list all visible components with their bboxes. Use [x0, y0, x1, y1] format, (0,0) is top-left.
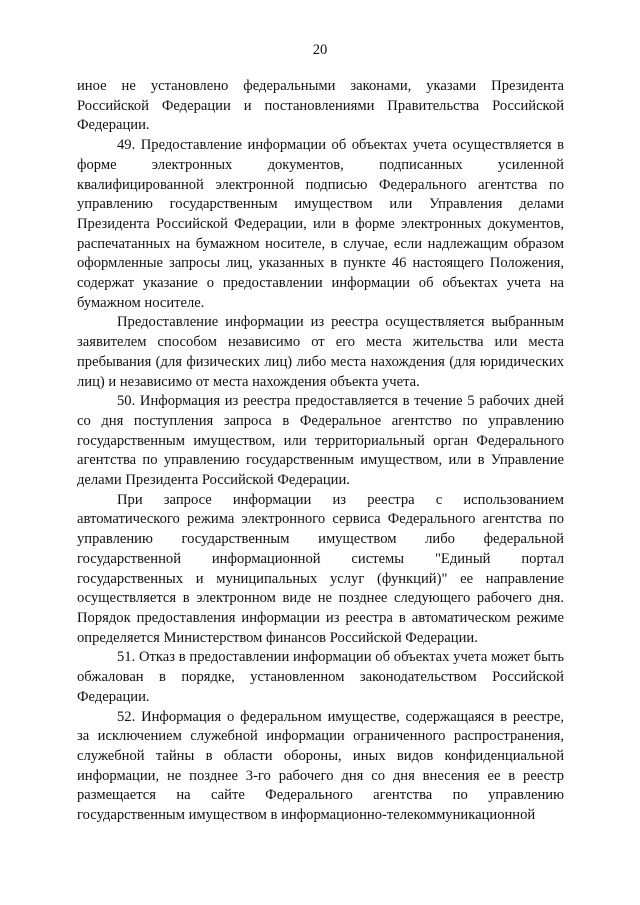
page-number: 20 [312, 42, 328, 58]
paragraph-49: 49. Предоставление информации об объектах учета осуществляется в форме электронных документов, подписанных усиленной квалифицированной электронной подписью Федерального агентства по управлению государственным имуществом или Управления делами Президента Российской Федерации, или в форме электронных документов, распечатанных на бумажном носителе, в случае, если надлежащим образом оформленные запросы лиц, указанных в пункте 46 настоящего Положения, содержат указание о предоставлении информации об объектах учета на бумажном носителе. [77, 137, 564, 311]
paragraph-51: 51. Отказ в предоставлении информации об объектах учета может быть обжалован в порядке, установленном законодательством Российской Федерации. [77, 649, 564, 705]
paragraph-52: 52. Информация о федеральном имуществе, содержащаяся в реестре, за исключением служебной информации ограниченного распространения, служебной тайны в области обороны, иных видов конфиденциальной информации, не позднее 3-го рабочего дня со дня внесения ее в реестр размещается на сайте Федерального агентства по управлению государственным имуществом в информационно-телекоммуникационной [77, 708, 564, 824]
paragraph-50: 50. Информация из реестра предоставляется в течение 5 рабочих дней со дня поступления запроса в Федеральное агентство по управлению государственным имуществом, или территориальный орган Федерального агентства по управлению государственным имуществом, или в Управление делами Президента Российской Федерации. [77, 393, 564, 489]
paragraph-continuation: иное не установлено федеральными законами, указами Президента Российской Федерации и постановлениями Правительства Российской Федерации. [77, 78, 564, 134]
document-body [77, 77, 564, 826]
paragraph-50-second: При запросе информации из реестра с использованием автоматического режима электронного сервиса Федерального агентства по управлению государственным имуществом либо федеральной государственной информационной системы "Единый портал государственных и муниципальных услуг (функций)" ее направление осуществляется в электронном виде не позднее следующего рабочего дня. Порядок предоставления информации из реестра в автоматическом режиме определяется Министерством финансов Российской Федерации. [77, 491, 564, 646]
paragraph-49-second: Предоставление информации из реестра осуществляется выбранным заявителем способом независимо от его места жительства или места пребывания (для физических лиц) либо места нахождения (для юридических лиц) и независимо от места нахождения объекта учета. [77, 314, 564, 390]
